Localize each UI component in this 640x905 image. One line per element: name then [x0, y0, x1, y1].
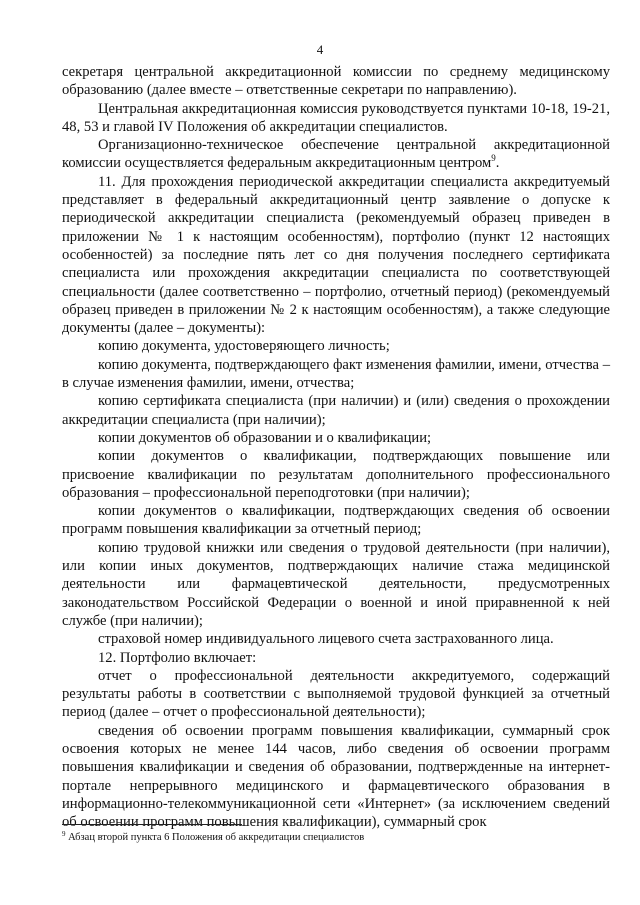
list-item: копию сертификата специалиста (при наличии) и (или) сведения о прохождении аккредитации специалиста (при наличии); — [62, 393, 610, 428]
list-item: копию трудовой книжки или сведения о трудовой деятельности (при наличии), или копии иных документов, подтверждающих наличие стажа медицинской деятельности или фармацевтической деятельности, предусмотренных законодательством Российской Федерации о военной и иной приравненной к ней службе (при наличии); — [62, 539, 610, 629]
paragraph: секретаря центральной аккредитационной комиссии по среднему медицинскому образованию (далее вместе – ответственные секретари по направлению). — [62, 64, 610, 99]
paragraph: 11. Для прохождения периодической аккредитации специалиста аккредитуемый представляет в федеральный аккредитационный центр заявление о допуске к периодической аккредитации специалиста (рекомендуемый образец приведен в приложении № 1 к настоящим особенностям), портфолио (пункт 12 настоящих особенностей) за последние пять лет со дня получения последнего сертификата специалиста или прохождения аккредитации специалиста по соответствующей специальности (далее соответственно – портфолио, отчетный период) (рекомендуемый образец приведен в приложении № 2 к настоящим особенностям), а также следующие документы (далее – документы): — [62, 173, 610, 337]
footnote-divider — [62, 824, 242, 825]
footnote-text: Абзац второй пункта 6 Положения об аккредитации специалистов — [65, 832, 365, 843]
paragraph — [62, 136, 610, 173]
footnote-reference[interactable]: 9 — [491, 153, 496, 164]
list-item: копии документов об образовании и о квалификации; — [98, 429, 432, 446]
list-item: отчет о профессиональной деятельности аккредитуемого, содержащий результаты работы в соответствии с выполняемой трудовой функцией за отчетный период (далее – отчет о профессиональной деятельности); — [62, 667, 610, 721]
page-number: 4 — [316, 42, 324, 57]
list-item: сведения об освоении программ повышения квалификации, суммарный срок освоения которых не менее 144 часов, либо сведения об освоении программ повышения квалификации и сведения об образовании, подтвержденные на интернет-портале непрерывного медицинского и фармацевтического образования в информационно-телекоммуникационной сети «Интернет» (за исключением сведений об освоении программ повышения квалификации), суммарный срок — [62, 722, 610, 831]
list-item: страховой номер индивидуального лицевого счета застрахованного лица. — [98, 631, 554, 648]
list-item: копию документа, подтверждающего факт изменения фамилии, имени, отчества – в случае изменения фамилии, имени, отчества; — [62, 356, 610, 392]
list-item: копию документа, удостоверяющего личность; — [98, 338, 390, 355]
document-body — [62, 63, 610, 831]
paragraph: Центральная аккредитационная комиссия руководствуется пунктами 10-18, 19-21, 48, 53 и главой IV Положения об аккредитации специалистов. — [62, 100, 610, 135]
paragraph-end: . — [495, 155, 500, 172]
footnote — [62, 831, 610, 844]
footnote-mark: 9 — [62, 830, 66, 838]
list-item: копии документов о квалификации, подтверждающих сведения об освоении программ повышения квалификации за отчетный период; — [62, 503, 610, 538]
paragraph-text: Организационно-техническое обеспечение центральной аккредитационной комиссии осуществляется федеральным аккредитационным центром — [62, 137, 610, 172]
list-item: копии документов о квалификации, подтверждающих повышение или присвоение квалификации по результатам дополнительного профессионального образования – профессиональной переподготовки (при наличии); — [62, 448, 610, 501]
paragraph: 12. Портфолио включает: — [98, 649, 257, 666]
